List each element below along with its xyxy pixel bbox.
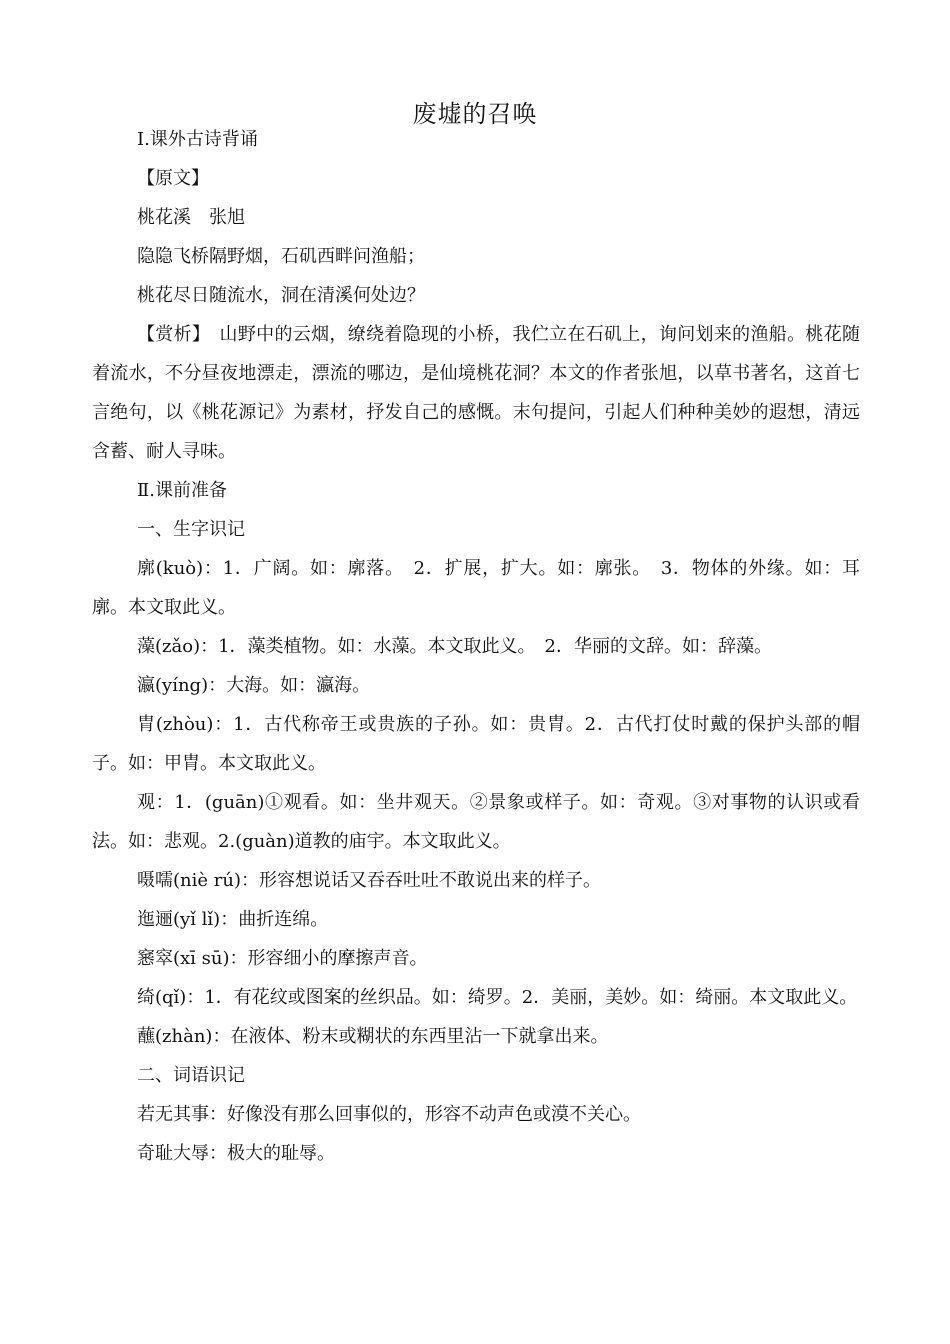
vocab-entry: 蘸(zhàn)：在液体、粉末或糊状的东西里沾一下就拿出来。 [137,1026,609,1047]
vocab-entry: 观：1．(guān)①观看。如：坐井观天。②景象或样子。如：奇观。③对事物的认识或看法。如：悲观。2.(guàn)道教的庙宇。本文取此义。 [92,792,860,852]
vocab-entry: 藻(zǎo)：1．藻类植物。如：水藻。本文取此义。 2．华丽的文辞。如：辞藻。 [137,636,772,657]
vocab-entry: 胄(zhòu)：1．古代称帝王或贵族的子孙。如：贵胄。2．古代打仗时戴的保护头部的帽子。如：甲胄。本文取此义。 [92,714,860,774]
page-title: 废墟的召唤 [412,100,538,128]
poem-line: 桃花尽日随流水，洞在清溪何处边？ [137,285,425,306]
document-body [92,120,860,1173]
vocab-entry: 嗫嚅(niè rú)：形容想说话又吞吞吐吐不敢说出来的样子。 [137,870,601,891]
poem-title: 桃花溪 张旭 [137,207,245,228]
phrase-entry: 奇耻大辱：极大的耻辱。 [137,1143,335,1164]
poem-line: 隐隐飞桥隔野烟，石矶西畔问渔船； [137,246,425,267]
vocab-entry: 迤逦(yǐ lǐ)：曲折连绵。 [137,909,329,930]
section-heading: Ⅱ.课前准备 [137,480,227,501]
phrase-entry: 若无其事：好像没有那么回事似的，形容不动声色或漠不关心。 [137,1104,641,1125]
subsection-heading: 【原文】 [137,168,209,189]
appreciation-paragraph: 【赏析】 山野中的云烟，缭绕着隐现的小桥，我伫立在石矶上，询问划来的渔船。桃花随着流水，不分昼夜地漂走，漂流的哪边，是仙境桃花洞？本文的作者张旭，以草书著名，这首七言绝句，以《桃花源记》为素材，抒发自己的感慨。末句提问，引起人们种种美妙的遐想，清远含蓄、耐人寻味。 [92,324,860,462]
subsection-heading: 一、生字识记 [137,519,245,540]
vocab-entry: 绮(qǐ)：1．有花纹或图案的丝织品。如：绮罗。2．美丽，美妙。如：绮丽。本文取此义。 [137,987,858,1008]
vocab-entry: 瀛(yíng)：大海。如：瀛海。 [137,675,371,696]
vocab-entry: 廓(kuò)：1．广阔。如：廓落。 2．扩展，扩大。如：廓张。 3．物体的外缘。如：耳廓。本文取此义。 [92,558,860,618]
subsection-heading: 二、词语识记 [137,1065,245,1086]
section-heading: Ⅰ.课外古诗背诵 [137,129,258,150]
vocab-entry: 窸窣(xī sū)：形容细小的摩擦声音。 [137,948,428,969]
